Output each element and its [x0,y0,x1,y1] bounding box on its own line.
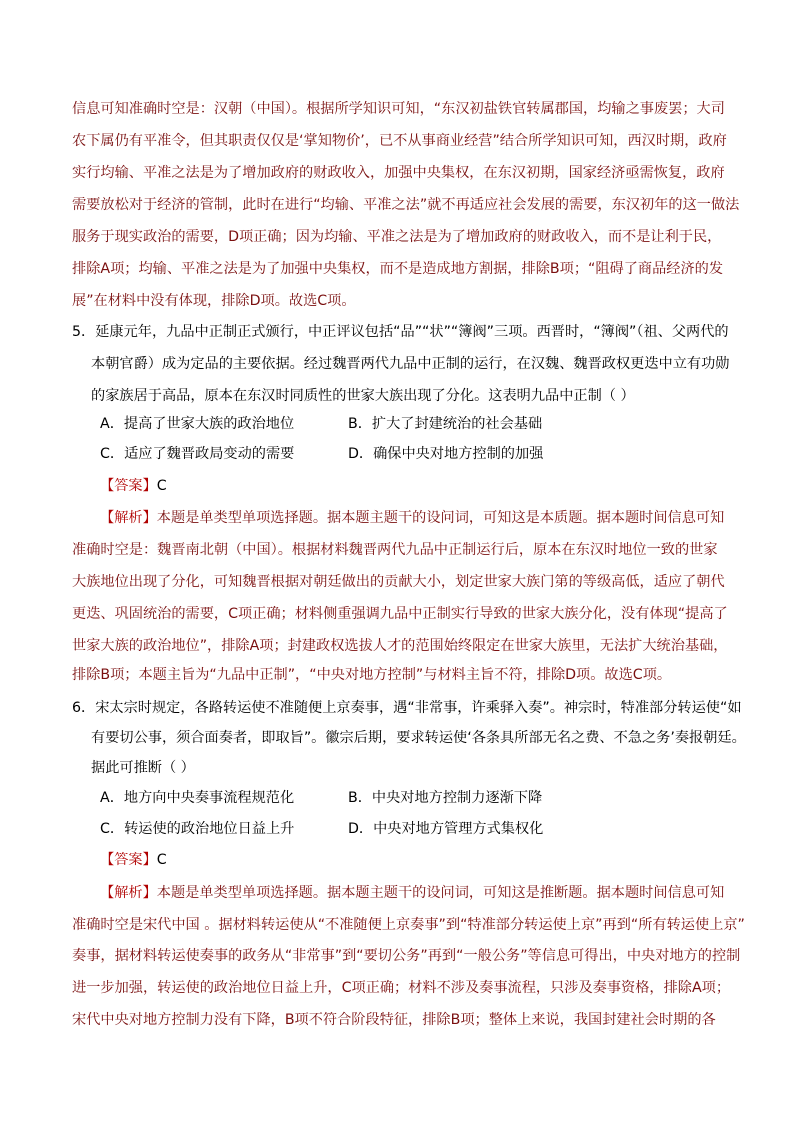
q5-stem-line-3: 的家族居于高品，原本在东汉时同质性的世家大族出现了分化。这表明九品中正制（ ） [91,388,635,404]
q5-answer-value: C [156,478,167,494]
q5-answer-label: 【答案】 [100,478,157,494]
q6-stem-line-2: 有要切公事，须合面奏者，即取旨”。徽宗后期，要求转运使‘各条具所部无名之费、不急之务’奏报朝廷。 [91,730,746,746]
q6-answer-line [100,850,167,870]
q6-answer-label: 【答案】 [100,852,157,868]
q6-analysis-line-2: 准确时空是宋代中国 。据材料转运使从“不准随便上京奏事”到“特准部分转运使上京”再到“所有转运使上京” [72,917,745,933]
q4-explanation-line-3: 实行均输、平准之法是为了增加政府的财政收入，加强中央集权，在东汉初期，国家经济亟需恢复，政府 [72,165,725,181]
q4-explanation-line-6: 排除A项；均输、平准之法是为了加强中央集权，而不是造成地方割据，排除B项；“阻碍了商品经济的发 [72,261,724,277]
q5-analysis-line-2: 准确时空是：魏晋南北朝（中国）。根据材料魏晋两代九品中正制运行后，原本在东汉时地位一致的世家 [72,542,718,558]
q6-analysis-label: 【解析】 [100,885,157,901]
q6-option-c: C．转运使的政治地位日益上升 [100,821,295,837]
q5-stem-line-1: 5．延康元年，九品中正制正式颁行，中正评议包括“品”“状”“簿阀”三项。西晋时，“簿阀”（祖、父两代的 [72,324,729,340]
q5-option-b: B．扩大了封建统治的社会基础 [348,416,543,432]
q5-option-d: D．确保中央对地方控制的加强 [348,446,544,462]
q6-analysis-line-3: 奏事，据材料转运使奏事的政务从“非常事”到“要切公务”再到“一般公务”等信息可得出，中央对地方的控制 [72,948,741,964]
q5-analysis-line-4: 更迭、巩固统治的需要，C项正确；材料侧重强调九品中正制实行导致的世家大族分化，没有体现“提高了 [72,606,728,622]
q5-stem-line-2: 本朝官爵）成为定品的主要依据。经过魏晋两代九品中正制的运行，在汉魏、魏晋政权更迭中立有功勋 [91,356,730,372]
q4-explanation-line-7: 展”在材料中没有体现，排除D项。故选C项。 [72,293,356,309]
q6-answer-value: C [156,852,167,868]
q6-analysis-first-text: 本题是单类型单项选择题。据本题主题干的设问词，可知这是推断题。据本题时间信息可知 [156,885,725,901]
q5-option-c: C．适应了魏晋政局变动的需要 [100,446,295,462]
q4-explanation-line-2: 农下属仍有平准令，但其职责仅仅是‘掌知物价’，已不从事商业经营”结合所学知识可知，西汉时期，政府 [72,133,727,149]
q6-analysis-line-5: 宋代中央对地方控制力没有下降，B项不符合阶段特征，排除B项；整体上来说，我国封建社会时期的各 [72,1012,716,1028]
q5-option-a: A．提高了世家大族的政治地位 [100,416,295,432]
q5-analysis-line-6: 排除B项；本题主旨为“九品中正制”，“中央对地方控制”与材料主旨不符，排除D项。故选C项。 [72,667,672,683]
q4-explanation-line-5: 服务于现实政治的需要，D项正确；因为均输、平准之法是为了增加政府的财政收入，而不是让利于民， [72,229,722,245]
q6-option-b: B．中央对地方控制力逐渐下降 [348,790,543,806]
q5-analysis-label: 【解析】 [100,510,157,526]
q5-answer-line [100,476,167,496]
q5-analysis-line-3: 大族地位出现了分化，可知魏晋根据对朝廷做出的贡献大小，划定世家大族门第的等级高低，适应了朝代 [72,574,725,590]
q5-analysis-first-line [100,508,724,528]
q6-stem-line-1: 6．宋太宗时规定，各路转运使不准随便上京奏事，遇“非常事，许乘驿入奏”。神宗时，特准部分转运使“如 [72,700,742,716]
q6-stem-line-3: 据此可推断（ ） [91,760,195,776]
q4-explanation-line-1: 信息可知准确时空是：汉朝（中国）。根据所学知识可知，“东汉初盐铁官转属郡国，均输之事废罢；大司 [72,101,725,117]
q6-analysis-first-line [100,883,724,903]
q5-analysis-line-5: 世家大族的政治地位”，排除A项；封建政权选拔人才的范围始终限定在世家大族里，无法扩大统治基础， [72,638,728,654]
q6-option-a: A．地方向中央奏事流程规范化 [100,790,295,806]
q6-analysis-line-4: 进一步加强，转运使的政治地位日益上升，C项正确；材料不涉及奏事流程，只涉及奏事资格，排除A项； [72,980,731,996]
q4-explanation-line-4: 需要放松对于经济的管制，此时在进行“均输、平准之法”就不再适应社会发展的需要，东汉初年的这一做法 [72,197,740,213]
q6-option-d: D．中央对地方管理方式集权化 [348,821,544,837]
q5-analysis-first-text: 本题是单类型单项选择题。据本题主题干的设问词，可知这是本质题。据本题时间信息可知 [156,510,725,526]
